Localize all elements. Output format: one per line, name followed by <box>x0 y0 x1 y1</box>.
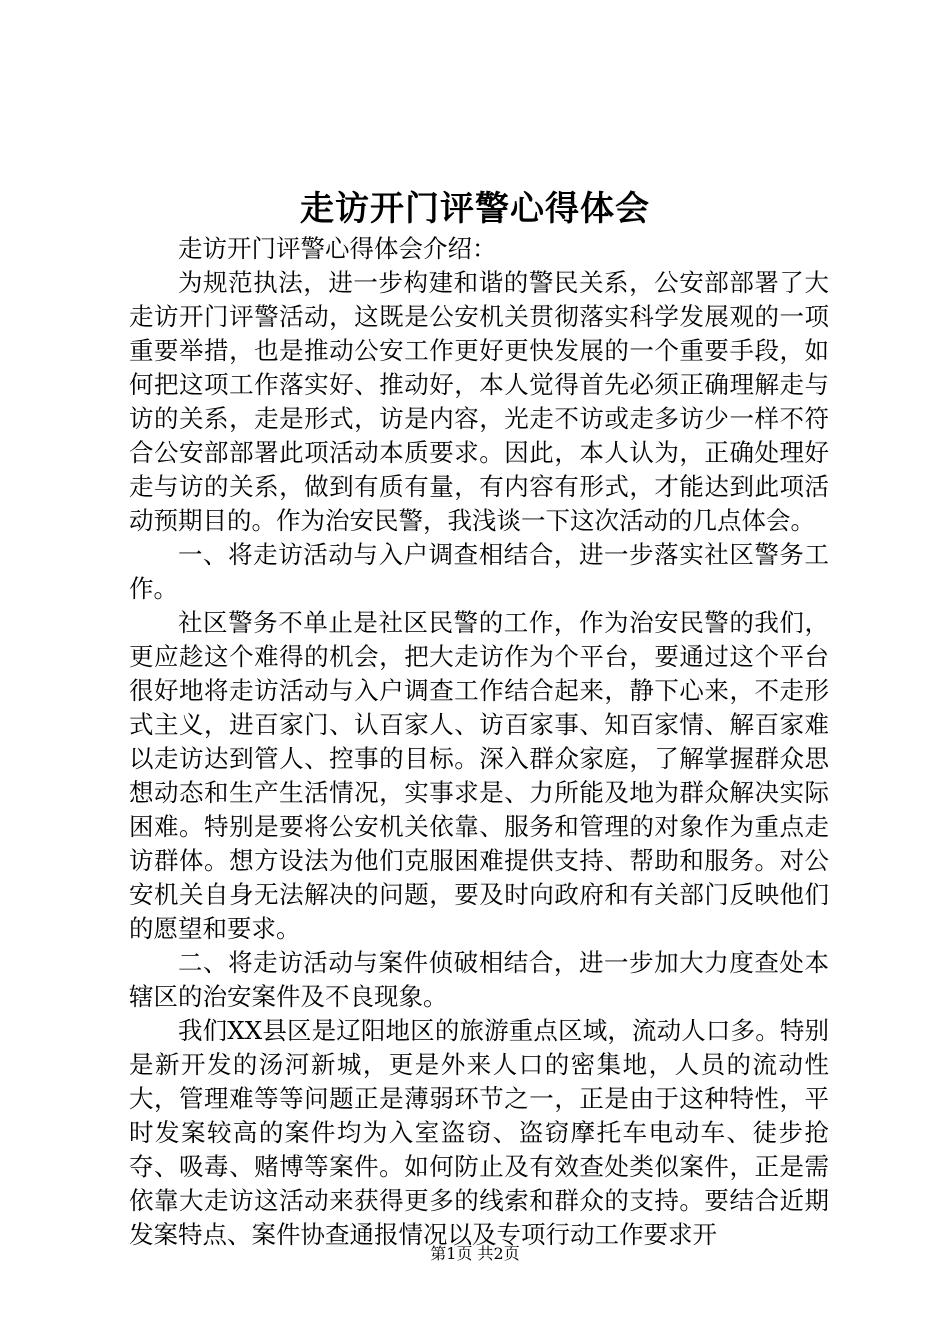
document-body <box>129 232 829 1252</box>
paragraph-overview: 为规范执法，进一步构建和谐的警民关系，公安部部署了大走访开门评警活动，这既是公安机关贯彻落实科学发展观的一项重要举措，也是推动公安工作更好更快发展的一个重要手段，如何把这项工作落实好、推动好，本人觉得首先必须正确理解走与访的关系，走是形式，访是内容，光走不访或走多访少一样不符合公安部部署此项活动本质要求。因此，本人认为，正确处理好走与访的关系，做到有质有量，有内容有形式，才能达到此项活动预期目的。作为治安民警，我浅谈一下这次活动的几点体会。 <box>129 268 829 535</box>
page-footer: 第1页 共2页 <box>430 1244 520 1263</box>
section-heading-2: 二、将走访活动与案件侦破相结合，进一步加大力度查处本辖区的治安案件及不良现象。 <box>129 948 829 1011</box>
document-title: 走访开门评警心得体会 <box>300 189 650 229</box>
section-heading-1: 一、将走访活动与入户调查相结合，进一步落实社区警务工作。 <box>129 540 829 603</box>
paragraph-intro: 走访开门评警心得体会介绍： <box>178 234 497 263</box>
paragraph-section-1: 社区警务不单止是社区民警的工作，作为治安民警的我们，更应趁这个难得的机会，把大走访作为个平台，要通过这个平台很好地将走访活动与入户调查工作结合起来，静下心来，不走形式主义，进百家门、认百家人、访百家事、知百家情、解百家难以走访达到管人、控事的目标。深入群众家庭，了解掌握群众思想动态和生产生活情况，实事求是、力所能及地为群众解决实际困难。特别是要将公安机关依靠、服务和管理的对象作为重点走访群体。想方设法为他们克服困难提供支持、帮助和服务。对公安机关自身无法解决的问题，要及时向政府和有关部门反映他们的愿望和要求。 <box>129 608 829 943</box>
paragraph-section-2: 我们XX县区是辽阳地区的旅游重点区域，流动人口多。特别是新开发的汤河新城，更是外来人口的密集地，人员的流动性大，管理难等等问题正是薄弱环节之一，正是由于这种特性，平时发案较高的案件均为入室盗窃、盗窃摩托车电动车、徒步抢夺、吸毒、赌博等案件。如何防止及有效查处类似案件，正是需依靠大走访这活动来获得更多的线索和群众的支持。要结合近期发案特点、案件协查通报情况以及专项行动工作要求开 <box>129 1016 829 1249</box>
